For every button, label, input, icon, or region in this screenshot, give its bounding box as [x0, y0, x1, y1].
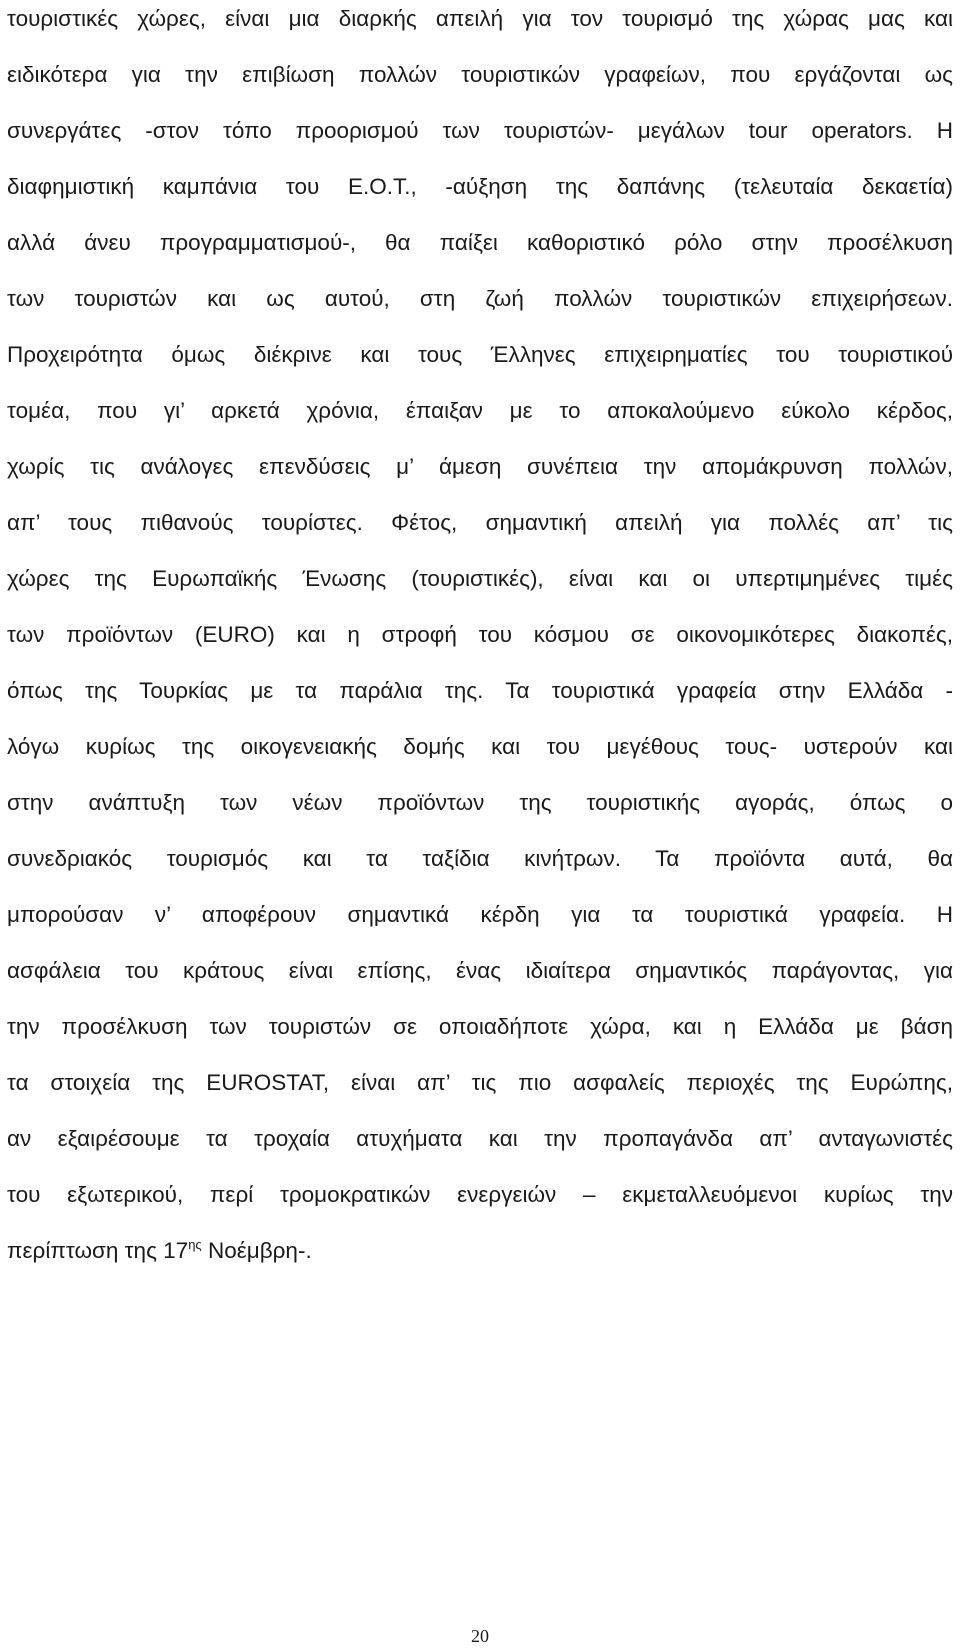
text-line-12: των προϊόντων (EURO) και η στροφή του κόσμου σε οικονομικότερες διακοπές, [7, 622, 953, 647]
ordinal-superscript: ης [188, 1237, 202, 1252]
text-line-18: ασφάλεια του κράτους είναι επίσης, ένας ιδιαίτερα σημαντικός παράγοντας, για [7, 958, 953, 983]
last-line-end: Νοέμβρη-. [201, 1238, 312, 1263]
text-line-11: χώρες της Ευρωπαϊκής Ένωσης (τουριστικές), είναι και οι υπερτιμημένες τιμές [7, 566, 953, 591]
text-line-16: συνεδριακός τουρισμός και τα ταξίδια κινήτρων. Τα προϊόντα αυτά, θα [7, 846, 953, 871]
page-number: 20 [471, 1626, 489, 1646]
text-line-8: τομέα, που γι’ αρκετά χρόνια, έπαιξαν με το αποκαλούμενο εύκολο κέρδος, [7, 398, 953, 423]
text-line-23 [7, 1236, 953, 1266]
text-line-22: του εξωτερικού, περί τρομοκρατικών ενεργειών – εκμεταλλευόμενοι κυρίως την [7, 1182, 953, 1207]
text-line-21: αν εξαιρέσουμε τα τροχαία ατυχήματα και την προπαγάνδα απ’ ανταγωνιστές [7, 1126, 953, 1151]
text-line-1: τουριστικές χώρες, είναι μια διαρκής απειλή για τον τουρισμό της χώρας μας και [7, 6, 953, 31]
text-line-13: όπως της Τουρκίας με τα παράλια της. Τα τουριστικά γραφεία στην Ελλάδα - [7, 678, 953, 703]
text-line-20: τα στοιχεία της EUROSTAT, είναι απ’ τις πιο ασφαλείς περιοχές της Ευρώπης, [7, 1070, 953, 1095]
text-line-4: διαφημιστική καμπάνια του Ε.Ο.Τ., -αύξηση της δαπάνης (τελευταία δεκαετία) [7, 174, 953, 199]
text-line-2: ειδικότερα για την επιβίωση πολλών τουριστικών γραφείων, που εργάζονται ως [7, 62, 953, 87]
text-line-10: απ’ τους πιθανούς τουρίστες. Φέτος, σημαντική απειλή για πολλές απ’ τις [7, 510, 953, 535]
text-line-17: μπορούσαν ν’ αποφέρουν σημαντικά κέρδη για τα τουριστικά γραφεία. Η [7, 902, 953, 927]
text-line-19: την προσέλκυση των τουριστών σε οποιαδήποτε χώρα, και η Ελλάδα με βάση [7, 1014, 953, 1039]
text-line-15: στην ανάπτυξη των νέων προϊόντων της τουριστικής αγοράς, όπως ο [7, 790, 953, 815]
text-line-3: συνεργάτες -στον τόπο προορισμού των τουριστών- μεγάλων tour operators. Η [7, 118, 953, 143]
text-line-6: των τουριστών και ως αυτού, στη ζωή πολλών τουριστικών επιχειρήσεων. [7, 286, 953, 311]
text-line-5: αλλά άνευ προγραμματισμού-, θα παίξει καθοριστικό ρόλο στην προσέλκυση [7, 230, 953, 255]
text-line-14: λόγω κυρίως της οικογενειακής δομής και του μεγέθους τους- υστερούν και [7, 734, 953, 759]
text-line-7: Προχειρότητα όμως διέκρινε και τους Έλληνες επιχειρηματίες του τουριστικού [7, 342, 953, 367]
text-line-9: χωρίς τις ανάλογες επενδύσεις μ’ άμεση συνέπεια την απομάκρυνση πολλών, [7, 454, 953, 479]
last-line-start: περίπτωση της 17 [7, 1238, 189, 1263]
